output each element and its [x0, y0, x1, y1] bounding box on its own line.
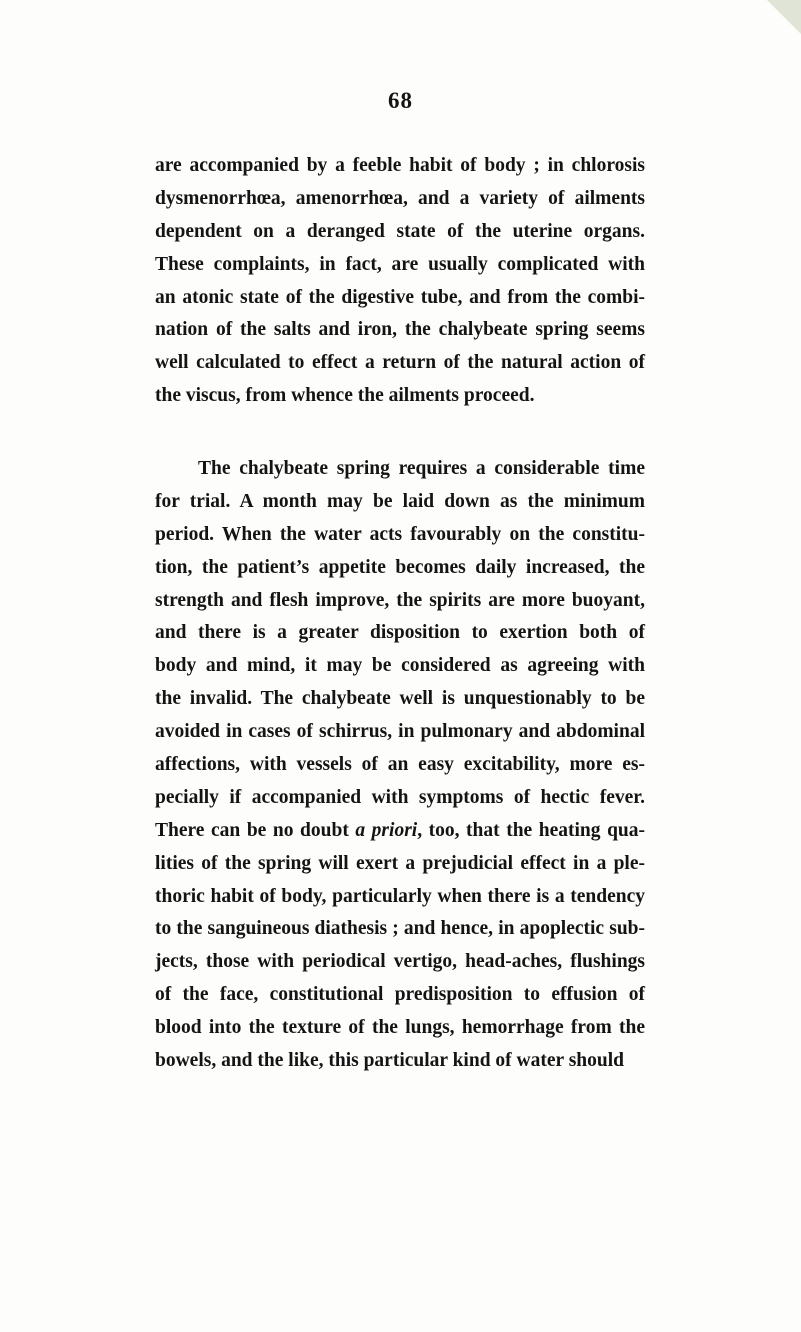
text-line: the viscus, from whence the ailments proceed. — [155, 385, 535, 407]
text-line: The chalybeate spring requires a considerable time — [198, 458, 645, 479]
text-line: bowels, and the like, this particular kind of water should — [155, 1050, 624, 1072]
text-line: lities of the spring will exert a prejudicial effect in a ple- — [155, 852, 645, 874]
paragraph-1 — [155, 150, 645, 413]
text-segment: There can be no doubt — [155, 819, 356, 841]
text-line-with-italic — [155, 815, 645, 848]
text-line: the invalid. The chalybeate well is unquestionably to be — [155, 688, 645, 710]
text-line: thoric habit of body, particularly when there is a tendency — [155, 885, 645, 907]
text-line: body and mind, it may be considered as agreeing with — [155, 655, 645, 677]
text-line: jects, those with periodical vertigo, head-aches, flushings — [155, 951, 645, 973]
text-line: pecially if accompanied with symptoms of hectic fever. — [155, 786, 645, 808]
page-corner-shadow — [767, 0, 801, 34]
text-line: avoided in cases of schirrus, in pulmonary and abdominal — [155, 721, 645, 743]
text-line: dependent on a deranged state of the uterine organs. — [155, 220, 645, 242]
text-line: These complaints, in fact, are usually complicated with — [155, 253, 645, 275]
text-segment: , too, that the heating qua- — [417, 819, 645, 841]
text-line: of the face, constitutional predisposition to effusion of — [155, 984, 645, 1006]
text-line: to the sanguineous diathesis ; and hence, in apoplectic sub- — [155, 918, 645, 940]
text-line: are accompanied by a feeble habit of body ; in chlorosis — [155, 155, 645, 176]
text-line: for trial. A month may be laid down as the minimum — [155, 490, 645, 512]
text-line: an atonic state of the digestive tube, and from the combi- — [155, 286, 645, 308]
text-line: and there is a greater disposition to exertion both of — [155, 622, 645, 644]
text-line: affections, with vessels of an easy excitability, more es- — [155, 754, 645, 776]
page-number: 68 — [388, 88, 413, 113]
text-line: period. When the water acts favourably on the constitu- — [155, 523, 645, 545]
text-line: blood into the texture of the lungs, hemorrhage from the — [155, 1017, 645, 1039]
text-line: nation of the salts and iron, the chalybeate spring seems — [155, 319, 645, 341]
text-line: tion, the patient’s appetite becomes daily increased, the — [155, 556, 645, 578]
text-line: dysmenorrhœa, amenorrhœa, and a variety of ailments — [155, 187, 645, 209]
text-line: strength and flesh improve, the spirits are more buoyant, — [155, 589, 645, 611]
text-line: well calculated to effect a return of the natural action of — [155, 352, 645, 374]
paragraph-2 — [155, 453, 645, 1078]
italic-phrase: a priori — [355, 819, 418, 841]
